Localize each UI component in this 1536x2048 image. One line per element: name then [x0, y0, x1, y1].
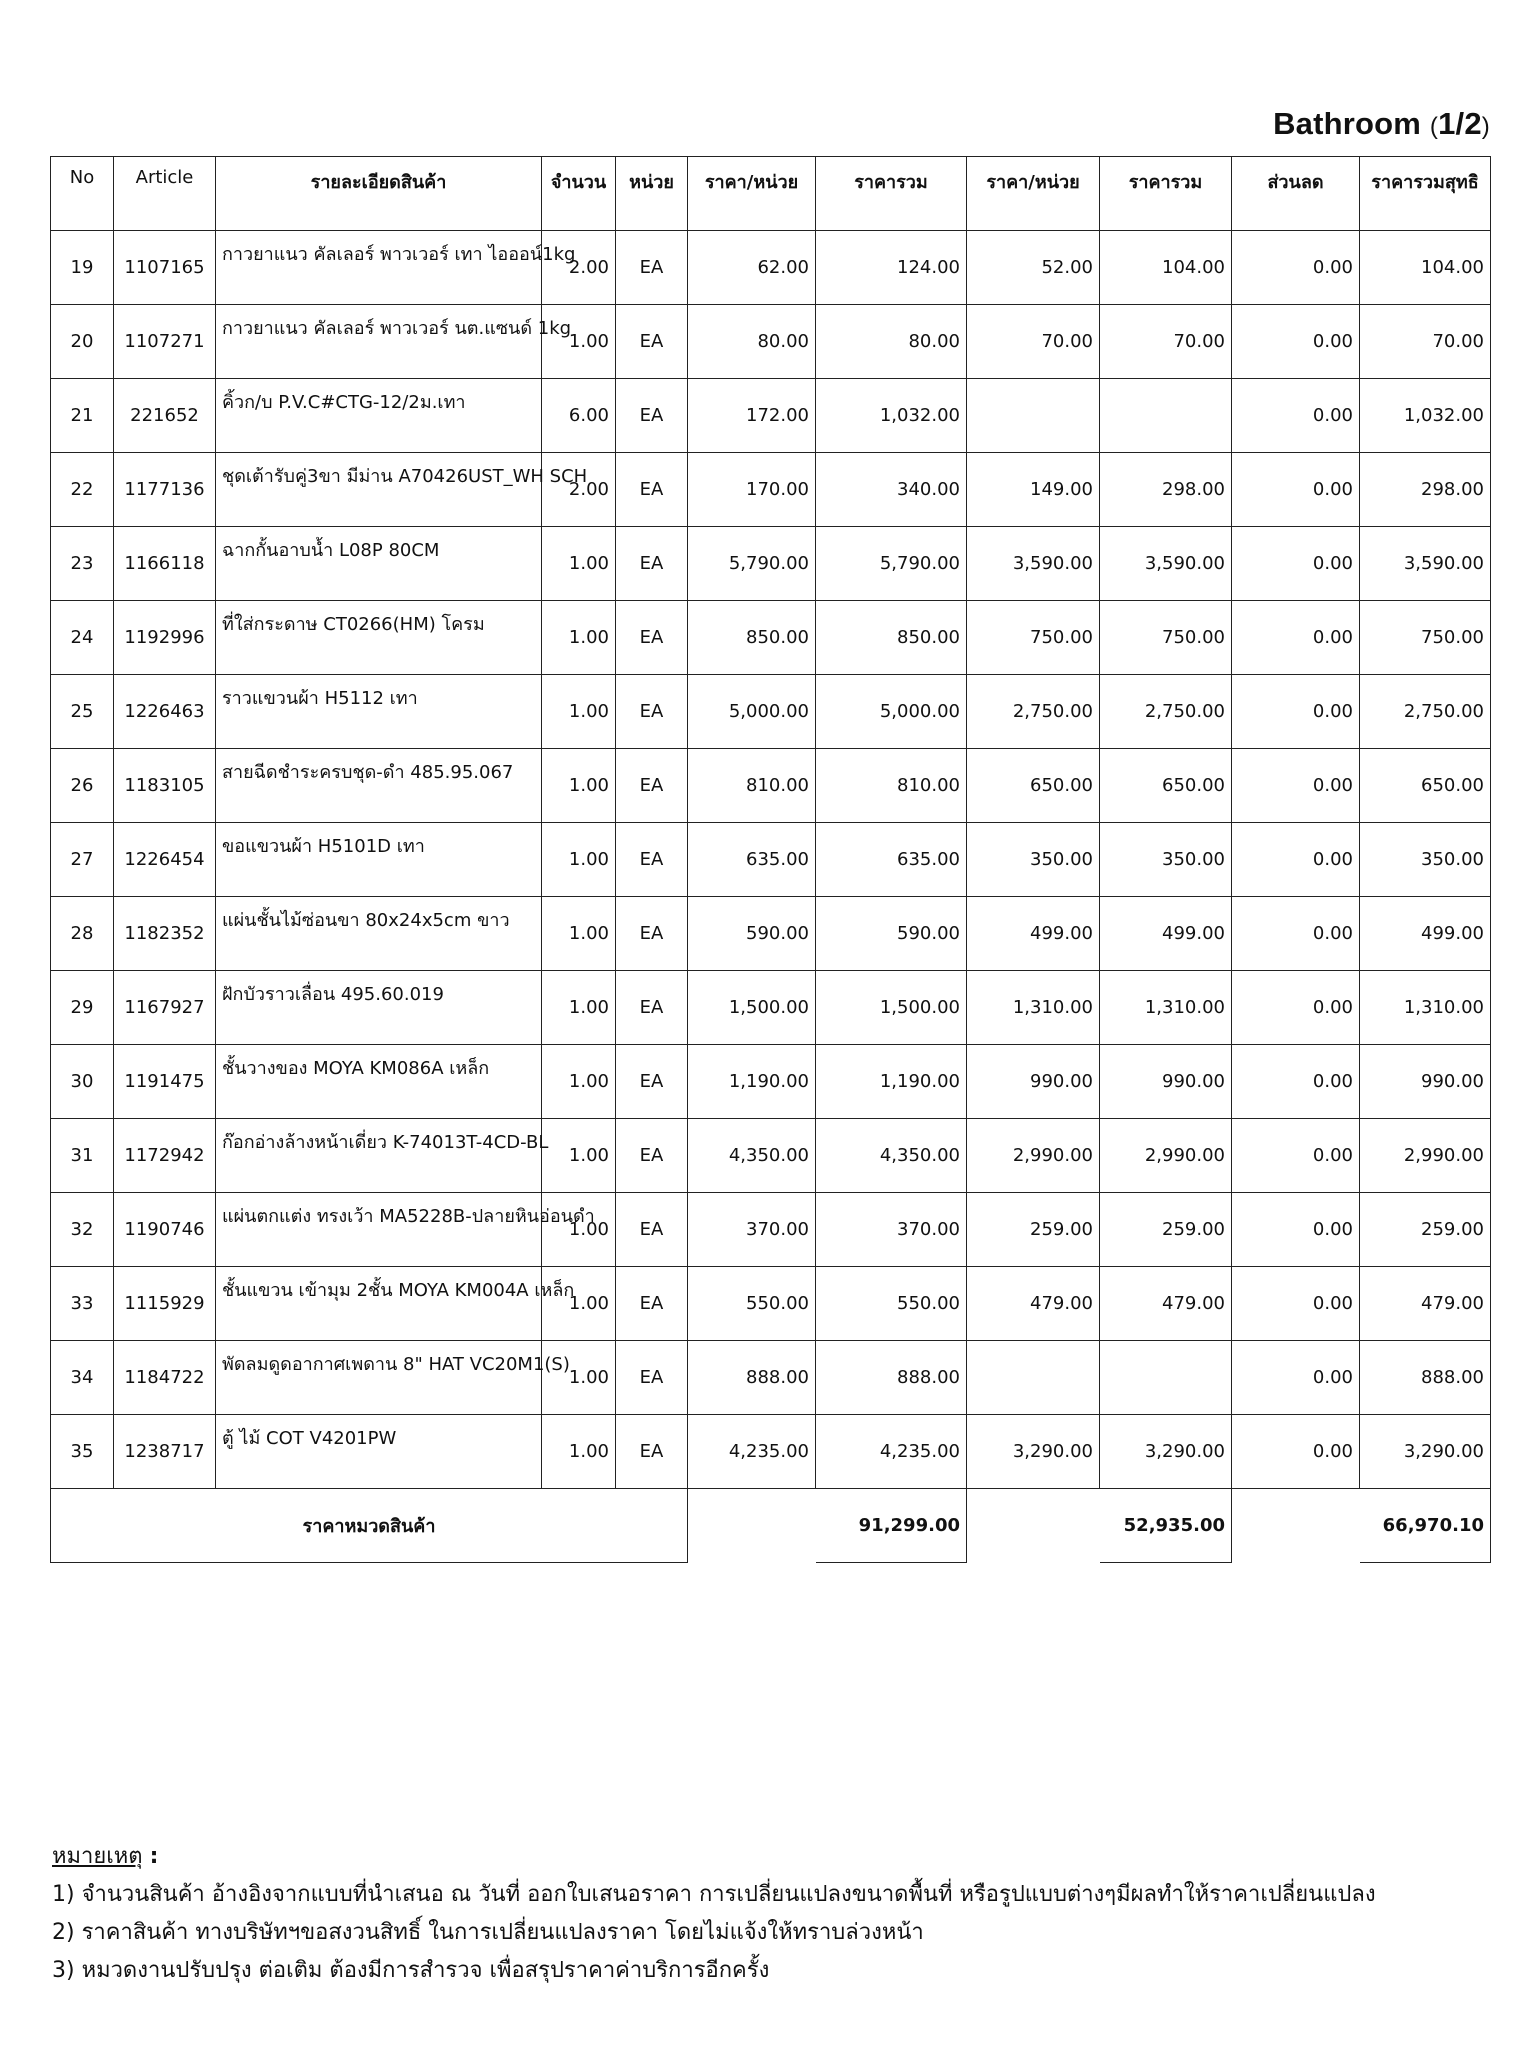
cell-total-2: 750.00: [1100, 601, 1232, 675]
cell-unit: EA: [616, 1415, 688, 1489]
cell-net-total: 3,590.00: [1360, 527, 1491, 601]
cell-no: 24: [51, 601, 114, 675]
table-row: [51, 1341, 1491, 1415]
cell-unit: EA: [616, 971, 688, 1045]
cell-discount: 0.00: [1232, 823, 1360, 897]
cell-unit-price-2: 750.00: [967, 601, 1100, 675]
cell-discount: 0.00: [1232, 1415, 1360, 1489]
cell-net-total: 104.00: [1360, 231, 1491, 305]
cell-total-2: [1100, 1341, 1232, 1415]
cell-total-2: 650.00: [1100, 749, 1232, 823]
header-unit: หน่วย: [616, 157, 688, 231]
cell-description: ชุดเต้ารับคู่3ขา มีม่าน A70426UST_WH SCH: [216, 453, 542, 527]
cell-net-total: 888.00: [1360, 1341, 1491, 1415]
cell-unit-price-2: 149.00: [967, 453, 1100, 527]
cell-article: 1172942: [114, 1119, 216, 1193]
cell-no: 23: [51, 527, 114, 601]
cell-unit: EA: [616, 897, 688, 971]
cell-unit-price-1: 888.00: [688, 1341, 816, 1415]
cell-net-total: 990.00: [1360, 1045, 1491, 1119]
notes-heading-line: [52, 1838, 1376, 1876]
table-row: [51, 601, 1491, 675]
cell-unit-price-2: 499.00: [967, 897, 1100, 971]
cell-no: 21: [51, 379, 114, 453]
cell-no: 32: [51, 1193, 114, 1267]
cell-net-total: 350.00: [1360, 823, 1491, 897]
cell-article: 221652: [114, 379, 216, 453]
cell-unit-price-2: [967, 379, 1100, 453]
cell-unit-price-2: 259.00: [967, 1193, 1100, 1267]
page-title: [1273, 106, 1490, 142]
cell-unit-price-1: 1,500.00: [688, 971, 816, 1045]
cell-unit-price-1: 590.00: [688, 897, 816, 971]
cell-total-1: 590.00: [816, 897, 967, 971]
cell-article: 1226454: [114, 823, 216, 897]
cell-total-1: 1,190.00: [816, 1045, 967, 1119]
cell-total-1: 4,350.00: [816, 1119, 967, 1193]
cell-no: 19: [51, 231, 114, 305]
cell-net-total: 499.00: [1360, 897, 1491, 971]
cell-unit-price-2: 350.00: [967, 823, 1100, 897]
table-row: [51, 1267, 1491, 1341]
totals-total-1: 91,299.00: [816, 1489, 967, 1563]
cell-net-total: 2,990.00: [1360, 1119, 1491, 1193]
cell-unit-price-1: 810.00: [688, 749, 816, 823]
cell-total-2: 990.00: [1100, 1045, 1232, 1119]
cell-unit: EA: [616, 305, 688, 379]
cell-total-2: 70.00: [1100, 305, 1232, 379]
header-description: รายละเอียดสินค้า: [216, 157, 542, 231]
cell-total-1: 888.00: [816, 1341, 967, 1415]
cell-article: 1226463: [114, 675, 216, 749]
cell-no: 35: [51, 1415, 114, 1489]
cell-unit: EA: [616, 1045, 688, 1119]
cell-discount: 0.00: [1232, 1119, 1360, 1193]
cell-qty: 1.00: [542, 527, 616, 601]
cell-total-2: [1100, 379, 1232, 453]
table-row: [51, 1415, 1491, 1489]
cell-description: สายฉีดชำระครบชุด-ดำ 485.95.067: [216, 749, 542, 823]
notes-colon: :: [149, 1844, 159, 1869]
cell-total-1: 5,790.00: [816, 527, 967, 601]
cell-total-1: 635.00: [816, 823, 967, 897]
cell-discount: 0.00: [1232, 897, 1360, 971]
cell-net-total: 750.00: [1360, 601, 1491, 675]
table-row: [51, 527, 1491, 601]
cell-unit-price-1: 550.00: [688, 1267, 816, 1341]
cell-description: คิ้วก/บ P.V.C#CTG-12/2ม.เทา: [216, 379, 542, 453]
header-article: Article: [114, 157, 216, 231]
cell-discount: 0.00: [1232, 1193, 1360, 1267]
cell-unit: EA: [616, 1267, 688, 1341]
title-page: 1/2: [1438, 106, 1482, 141]
totals-total-2: 52,935.00: [1100, 1489, 1232, 1563]
cell-unit: EA: [616, 453, 688, 527]
cell-discount: 0.00: [1232, 749, 1360, 823]
cell-unit: EA: [616, 527, 688, 601]
cell-total-1: 340.00: [816, 453, 967, 527]
notes-heading: หมายเหตุ: [52, 1844, 143, 1869]
cell-unit-price-1: 1,190.00: [688, 1045, 816, 1119]
table-row: [51, 453, 1491, 527]
cell-net-total: 1,032.00: [1360, 379, 1491, 453]
cell-discount: 0.00: [1232, 675, 1360, 749]
cell-total-2: 104.00: [1100, 231, 1232, 305]
cell-total-1: 810.00: [816, 749, 967, 823]
cell-total-2: 1,310.00: [1100, 971, 1232, 1045]
note-item: 2) ราคาสินค้า ทางบริษัทฯขอสงวนสิทธิ์ ในการเปลี่ยนแปลงราคา โดยไม่แจ้งให้ทราบล่วงหน้า: [52, 1920, 924, 1945]
cell-article: 1238717: [114, 1415, 216, 1489]
cell-discount: 0.00: [1232, 1045, 1360, 1119]
cell-discount: 0.00: [1232, 601, 1360, 675]
cell-qty: 2.00: [542, 453, 616, 527]
cell-unit-price-2: 3,290.00: [967, 1415, 1100, 1489]
table-row: [51, 1045, 1491, 1119]
table-body: [51, 231, 1491, 1489]
cell-qty: 1.00: [542, 1267, 616, 1341]
cell-unit: EA: [616, 1119, 688, 1193]
cell-description: แผ่นชั้นไม้ซ่อนขา 80x24x5cm ขาว: [216, 897, 542, 971]
cell-article: 1182352: [114, 897, 216, 971]
cell-net-total: 259.00: [1360, 1193, 1491, 1267]
note-item: 3) หมวดงานปรับปรุง ต่อเติม ต้องมีการสำรวจ เพื่อสรุปราคาค่าบริการอีกครั้ง: [52, 1958, 770, 1983]
cell-discount: 0.00: [1232, 971, 1360, 1045]
cell-description: ก๊อกอ่างล้างหน้าเดี่ยว K-74013T-4CD-BL: [216, 1119, 542, 1193]
cell-unit: EA: [616, 601, 688, 675]
cell-qty: 6.00: [542, 379, 616, 453]
cell-description: ขอแขวนผ้า H5101D เทา: [216, 823, 542, 897]
cell-description: ที่ใส่กระดาษ CT0266(HM) โครม: [216, 601, 542, 675]
cell-unit-price-2: 2,750.00: [967, 675, 1100, 749]
cell-total-2: 479.00: [1100, 1267, 1232, 1341]
cell-article: 1115929: [114, 1267, 216, 1341]
cell-unit: EA: [616, 675, 688, 749]
quotation-table: [50, 156, 1491, 1563]
cell-unit-price-2: 70.00: [967, 305, 1100, 379]
header-net-total: ราคารวมสุทธิ: [1360, 157, 1491, 231]
cell-description: พัดลมดูดอากาศเพดาน 8" HAT VC20M1(S): [216, 1341, 542, 1415]
cell-total-2: 259.00: [1100, 1193, 1232, 1267]
cell-qty: 1.00: [542, 897, 616, 971]
cell-description: ฉากกั้นอาบน้ำ L08P 80CM: [216, 527, 542, 601]
cell-description: กาวยาแนว คัลเลอร์ พาวเวอร์ นต.แซนด์ 1kg: [216, 305, 542, 379]
cell-total-2: 350.00: [1100, 823, 1232, 897]
cell-no: 25: [51, 675, 114, 749]
cell-article: 1190746: [114, 1193, 216, 1267]
table-row: [51, 675, 1491, 749]
cell-qty: 2.00: [542, 231, 616, 305]
cell-qty: 1.00: [542, 305, 616, 379]
table-row: [51, 305, 1491, 379]
table-row: [51, 897, 1491, 971]
cell-net-total: 1,310.00: [1360, 971, 1491, 1045]
cell-no: 26: [51, 749, 114, 823]
cell-unit-price-2: 990.00: [967, 1045, 1100, 1119]
cell-total-1: 124.00: [816, 231, 967, 305]
cell-unit-price-1: 850.00: [688, 601, 816, 675]
cell-description: ฝักบัวราวเลื่อน 495.60.019: [216, 971, 542, 1045]
cell-discount: 0.00: [1232, 1267, 1360, 1341]
cell-total-2: 3,590.00: [1100, 527, 1232, 601]
header-unit-price-1: ราคา/หน่วย: [688, 157, 816, 231]
table-row: [51, 1119, 1491, 1193]
cell-net-total: 650.00: [1360, 749, 1491, 823]
cell-qty: 1.00: [542, 749, 616, 823]
totals-label: ราคาหมวดสินค้า: [51, 1489, 688, 1563]
cell-unit-price-1: 80.00: [688, 305, 816, 379]
cell-description: ชั้นแขวน เข้ามุม 2ชั้น MOYA KM004A เหล็ก: [216, 1267, 542, 1341]
cell-unit-price-2: 2,990.00: [967, 1119, 1100, 1193]
cell-qty: 1.00: [542, 1415, 616, 1489]
table-row: [51, 1193, 1491, 1267]
cell-article: 1177136: [114, 453, 216, 527]
cell-description: กาวยาแนว คัลเลอร์ พาวเวอร์ เทา ไอออน์1kg: [216, 231, 542, 305]
cell-net-total: 298.00: [1360, 453, 1491, 527]
cell-total-2: 298.00: [1100, 453, 1232, 527]
cell-total-2: 3,290.00: [1100, 1415, 1232, 1489]
cell-unit-price-1: 170.00: [688, 453, 816, 527]
cell-article: 1184722: [114, 1341, 216, 1415]
header-unit-price-2: ราคา/หน่วย: [967, 157, 1100, 231]
cell-description: ตู้ ไม้ COT V4201PW: [216, 1415, 542, 1489]
cell-no: 34: [51, 1341, 114, 1415]
cell-unit: EA: [616, 231, 688, 305]
cell-description: แผ่นตกแต่ง ทรงเว้า MA5228B-ปลายหินอ่อนดำ: [216, 1193, 542, 1267]
cell-unit-price-1: 4,350.00: [688, 1119, 816, 1193]
cell-unit-price-1: 62.00: [688, 231, 816, 305]
cell-no: 27: [51, 823, 114, 897]
cell-unit-price-1: 4,235.00: [688, 1415, 816, 1489]
cell-discount: 0.00: [1232, 1341, 1360, 1415]
cell-article: 1192996: [114, 601, 216, 675]
cell-unit: EA: [616, 749, 688, 823]
cell-unit-price-2: 479.00: [967, 1267, 1100, 1341]
title-main: Bathroom: [1273, 106, 1422, 141]
cell-discount: 0.00: [1232, 453, 1360, 527]
header-no: No: [51, 157, 114, 231]
cell-net-total: 2,750.00: [1360, 675, 1491, 749]
cell-discount: 0.00: [1232, 379, 1360, 453]
cell-no: 29: [51, 971, 114, 1045]
cell-no: 20: [51, 305, 114, 379]
cell-total-1: 1,500.00: [816, 971, 967, 1045]
cell-unit: EA: [616, 823, 688, 897]
cell-unit-price-1: 5,000.00: [688, 675, 816, 749]
header-total-2: ราคารวม: [1100, 157, 1232, 231]
cell-unit-price-2: [967, 1341, 1100, 1415]
cell-description: ชั้นวางของ MOYA KM086A เหล็ก: [216, 1045, 542, 1119]
cell-qty: 1.00: [542, 1193, 616, 1267]
cell-net-total: 3,290.00: [1360, 1415, 1491, 1489]
cell-net-total: 70.00: [1360, 305, 1491, 379]
cell-unit-price-2: 52.00: [967, 231, 1100, 305]
cell-qty: 1.00: [542, 1119, 616, 1193]
cell-article: 1107165: [114, 231, 216, 305]
cell-qty: 1.00: [542, 1045, 616, 1119]
cell-article: 1166118: [114, 527, 216, 601]
cell-discount: 0.00: [1232, 305, 1360, 379]
totals-blank-1: [688, 1489, 816, 1563]
totals-blank-3: [1232, 1489, 1360, 1563]
cell-unit-price-1: 5,790.00: [688, 527, 816, 601]
cell-qty: 1.00: [542, 601, 616, 675]
header-total-1: ราคารวม: [816, 157, 967, 231]
cell-qty: 1.00: [542, 1341, 616, 1415]
table-row: [51, 379, 1491, 453]
cell-unit-price-2: 650.00: [967, 749, 1100, 823]
title-paren-close: ): [1481, 113, 1490, 140]
table-row: [51, 231, 1491, 305]
cell-total-1: 80.00: [816, 305, 967, 379]
cell-unit: EA: [616, 379, 688, 453]
cell-description: ราวแขวนผ้า H5112 เทา: [216, 675, 542, 749]
cell-unit: EA: [616, 1341, 688, 1415]
cell-unit-price-2: 3,590.00: [967, 527, 1100, 601]
cell-article: 1107271: [114, 305, 216, 379]
cell-total-1: 4,235.00: [816, 1415, 967, 1489]
cell-qty: 1.00: [542, 823, 616, 897]
cell-discount: 0.00: [1232, 231, 1360, 305]
header-discount: ส่วนลด: [1232, 157, 1360, 231]
notes-section: [52, 1838, 1376, 1990]
cell-total-2: 499.00: [1100, 897, 1232, 971]
cell-qty: 1.00: [542, 675, 616, 749]
cell-unit: EA: [616, 1193, 688, 1267]
table-row: [51, 823, 1491, 897]
cell-total-1: 1,032.00: [816, 379, 967, 453]
cell-total-1: 370.00: [816, 1193, 967, 1267]
cell-total-2: 2,750.00: [1100, 675, 1232, 749]
cell-no: 28: [51, 897, 114, 971]
table-row: [51, 971, 1491, 1045]
cell-no: 33: [51, 1267, 114, 1341]
cell-article: 1191475: [114, 1045, 216, 1119]
table-row: [51, 749, 1491, 823]
cell-unit-price-1: 635.00: [688, 823, 816, 897]
cell-total-2: 2,990.00: [1100, 1119, 1232, 1193]
cell-qty: 1.00: [542, 971, 616, 1045]
header-qty: จำนวน: [542, 157, 616, 231]
cell-article: 1167927: [114, 971, 216, 1045]
note-item: 1) จำนวนสินค้า อ้างอิงจากแบบที่นำเสนอ ณ วันที่ ออกใบเสนอราคา การเปลี่ยนแปลงขนาดพื้นที่ หรือรูปแบบต่างๆมีผลทำให้ราคาเปลี่ยนแปลง: [52, 1882, 1376, 1907]
cell-unit-price-2: 1,310.00: [967, 971, 1100, 1045]
cell-no: 22: [51, 453, 114, 527]
totals-blank-2: [967, 1489, 1100, 1563]
cell-no: 30: [51, 1045, 114, 1119]
cell-no: 31: [51, 1119, 114, 1193]
cell-total-1: 850.00: [816, 601, 967, 675]
cell-unit-price-1: 370.00: [688, 1193, 816, 1267]
totals-net: 66,970.10: [1360, 1489, 1491, 1563]
title-paren-open: (: [1429, 113, 1439, 140]
cell-total-1: 550.00: [816, 1267, 967, 1341]
header-row: [51, 157, 1491, 231]
cell-unit-price-1: 172.00: [688, 379, 816, 453]
totals-row: [51, 1489, 1491, 1563]
cell-article: 1183105: [114, 749, 216, 823]
cell-total-1: 5,000.00: [816, 675, 967, 749]
cell-discount: 0.00: [1232, 527, 1360, 601]
cell-net-total: 479.00: [1360, 1267, 1491, 1341]
